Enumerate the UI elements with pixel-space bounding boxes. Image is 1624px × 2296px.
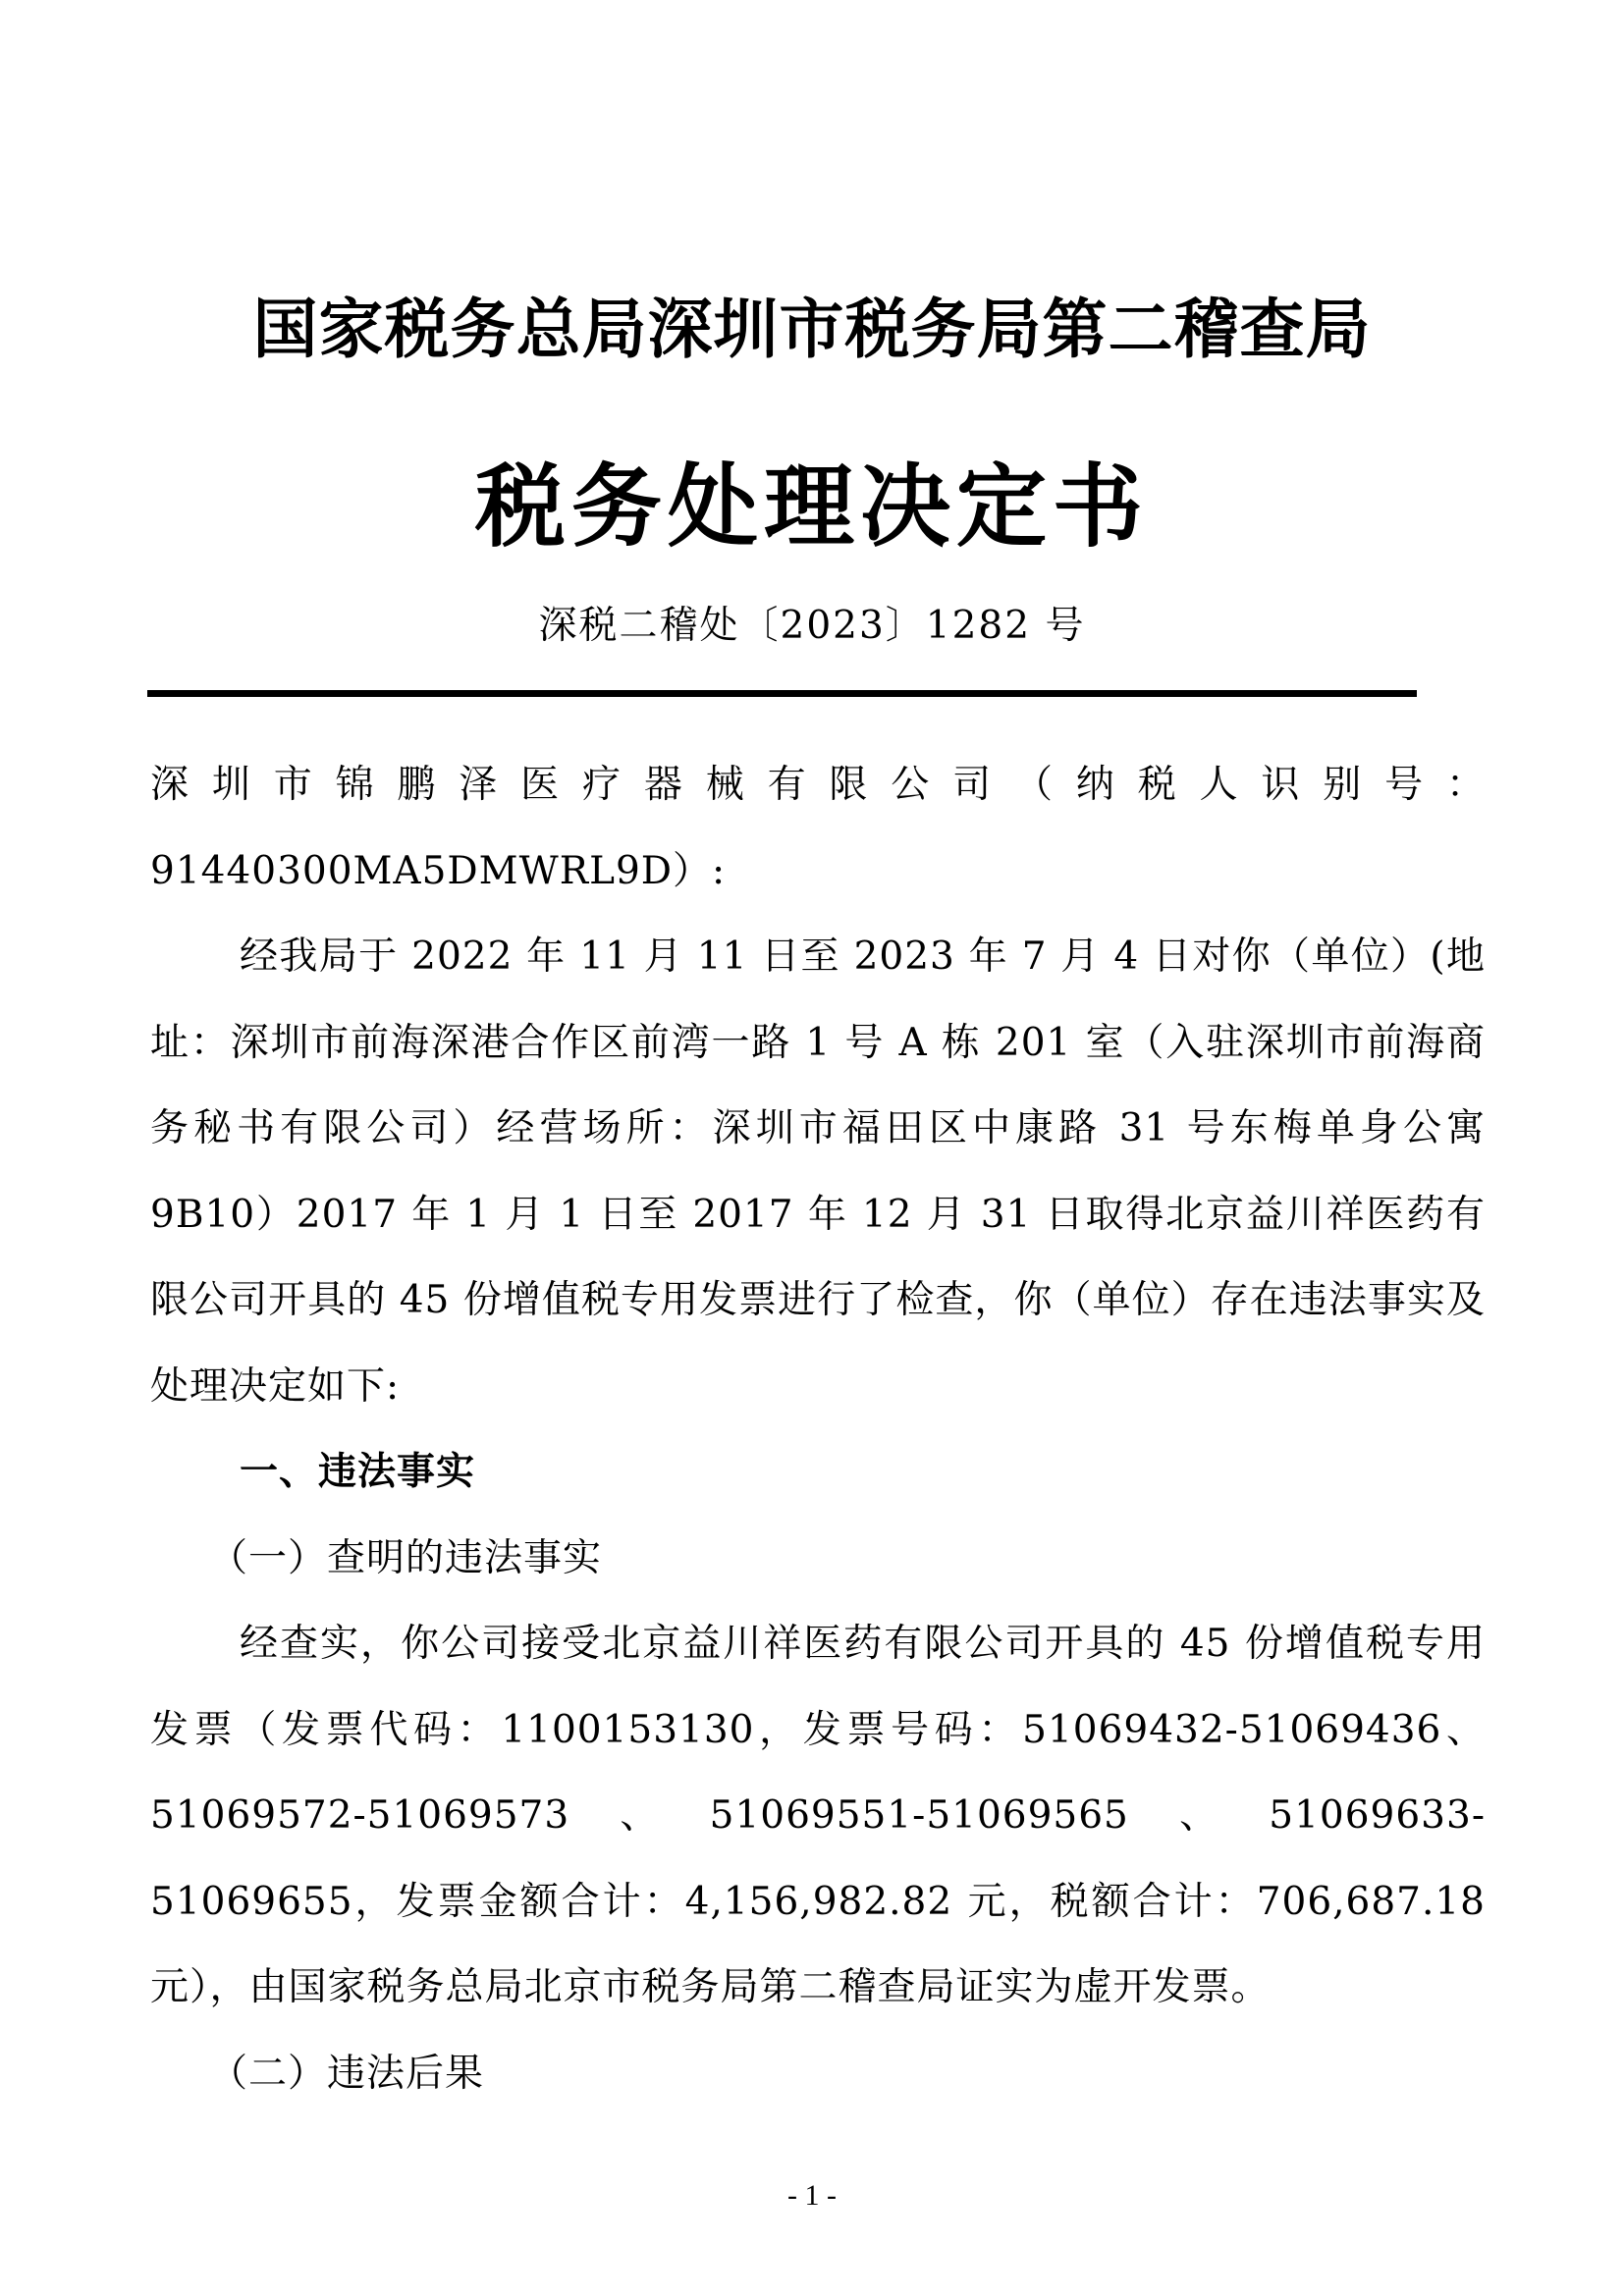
header-divider <box>147 690 1417 697</box>
page-number: - 1 - <box>787 2179 837 2212</box>
document-body <box>150 742 1486 2116</box>
document-number: 深税二稽处〔2023〕1282 号 <box>538 604 1086 648</box>
addressee: 深圳市锦鹏泽医疗器械有限公司（纳税人识别号：91440300MA5DMWRL9D）: <box>150 763 1486 893</box>
document-title: 税务处理决定书 <box>474 454 1149 560</box>
subsection-heading-consequences: （二）违法后果 <box>209 2051 485 2096</box>
subsection-heading-facts: （一）查明的违法事实 <box>209 1535 603 1580</box>
intro-paragraph: 经我局于 2022 年 11 月 11 日至 2023 年 7 月 4 日对你（单位）(地址：深圳市前海深港合作区前湾一路 1 号 A 栋 201 室（入驻深圳市前海商务秘书有限公司）经营场所：深圳市福田区中康路 31 号东梅单身公寓 9B10）2017 年 1 月 1 日至 2017 年 12 月 31 日取得北京益川祥医药有限公司开具的 45 份增值税专用发票进行了检查，你（单位）存在违法事实及处理决定如下: <box>150 934 1486 1409</box>
section-heading-violations: 一、违法事实 <box>240 1449 476 1494</box>
issuing-authority: 国家税务总局深圳市税务局第二稽查局 <box>252 291 1372 367</box>
facts-paragraph: 经查实，你公司接受北京益川祥医药有限公司开具的 45 份增值税专用发票（发票代码：1100153130，发票号码：51069432-51069436、51069572-51069573、51069551-51069565、51069633-51069655，发票金额合计：4,156,982.82 元，税额合计：706,687.18 元），由国家税务总局北京市税务局第二稽查局证实为虚开发票。 <box>150 1622 1486 2009</box>
